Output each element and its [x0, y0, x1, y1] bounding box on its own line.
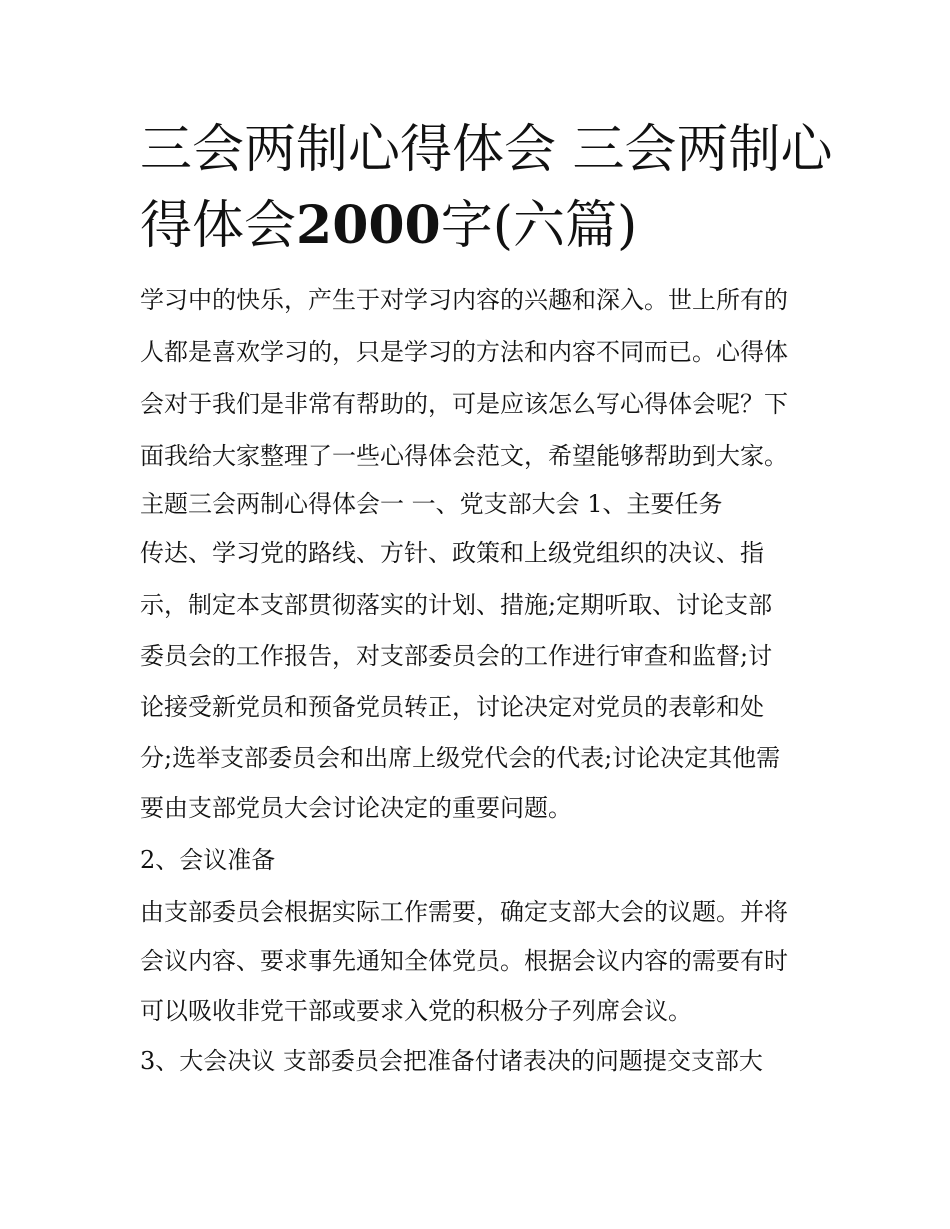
body-line: 会对于我们是非常有帮助的，可是应该怎么写心得体会呢？下 — [140, 390, 788, 418]
title-line-1: 三会两制心得体会 三会两制心 — [140, 120, 833, 180]
body-line: 委员会的工作报告，对支部委员会的工作进行审查和监督;讨 — [140, 642, 773, 670]
body-line: 学习中的快乐，产生于对学习内容的兴趣和深入。世上所有的 — [140, 286, 788, 314]
title-line-2-suffix: 字(六篇) — [440, 196, 638, 256]
body-line: 论接受新党员和预备党员转正，讨论决定对党员的表彰和处 — [140, 693, 764, 721]
title-line-2-number: 2000 — [296, 195, 441, 256]
body-line: 可以吸收非党干部或要求入党的积极分子列席会议。 — [140, 997, 692, 1025]
body-line: 传达、学习党的路线、方针、政策和上级党组织的决议、指 — [140, 539, 764, 567]
document-title — [140, 112, 833, 264]
body-line: 主题三会两制心得体会一 一、党支部大会 1、主要任务 — [140, 490, 723, 518]
body-line: 示，制定本支部贯彻落实的计划、措施;定期听取、讨论支部 — [140, 591, 773, 619]
body-line: 人都是喜欢学习的，只是学习的方法和内容不同而已。心得体 — [140, 338, 788, 366]
body-line: 面我给大家整理了一些心得体会范文，希望能够帮助到大家。 — [140, 442, 788, 470]
body-line: 分;选举支部委员会和出席上级党代会的代表;讨论决定其他需 — [140, 744, 781, 772]
body-line: 3、大会决议 支部委员会把准备付诸表决的问题提交支部大 — [140, 1047, 763, 1075]
body-line: 会议内容、要求事先通知全体党员。根据会议内容的需要有时 — [140, 947, 788, 975]
body-line: 由支部委员会根据实际工作需要，确定支部大会的议题。并将 — [140, 898, 788, 926]
title-line-2 — [140, 188, 820, 264]
body-line: 要由支部党员大会讨论决定的重要问题。 — [140, 794, 572, 822]
title-line-2-prefix: 得体会 — [140, 196, 297, 256]
body-line: 2、会议准备 — [140, 846, 276, 874]
